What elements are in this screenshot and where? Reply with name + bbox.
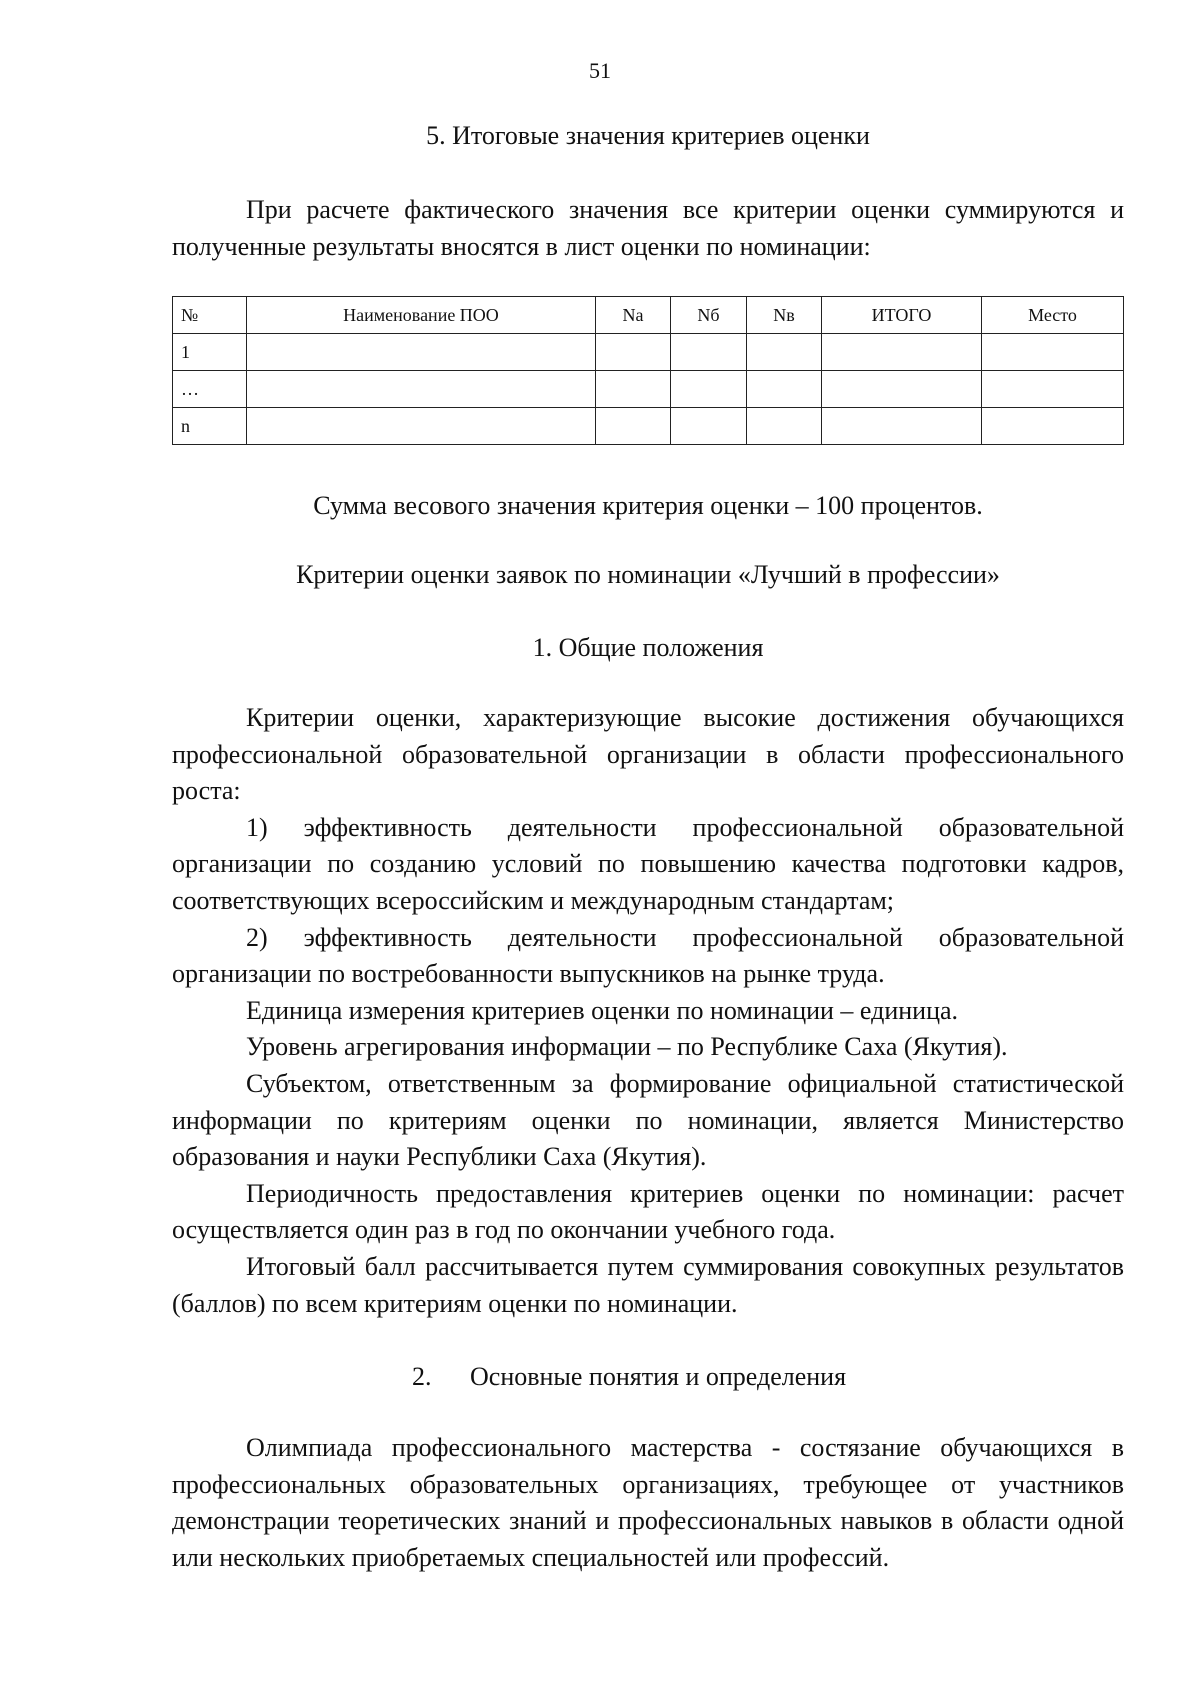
column-header-total: ИТОГО xyxy=(822,297,982,334)
paragraph: Периодичность предоставления критериев оценки по номинации: расчет осуществляется один раз в год по окончании учебного года. xyxy=(172,1178,1124,1245)
paragraph: 2) эффективность деятельности профессиональной образовательной организации по востребованности выпускников на рынке труда. xyxy=(172,922,1124,989)
evaluation-sheet-table xyxy=(172,296,1124,445)
paragraph: Единица измерения критериев оценки по номинации – единица. xyxy=(246,995,959,1025)
section-2-number: 2. xyxy=(412,1362,432,1391)
table-row xyxy=(173,371,1124,408)
table-cell xyxy=(982,334,1124,371)
table-cell xyxy=(822,371,982,408)
table-cell xyxy=(822,334,982,371)
table-cell: n xyxy=(173,408,247,445)
table-cell xyxy=(596,334,671,371)
paragraph: Итоговый балл рассчитывается путем суммирования совокупных результатов (баллов) по всем критериям оценки по номинации. xyxy=(172,1251,1124,1318)
table-cell xyxy=(822,408,982,445)
section-2-paragraph: Олимпиада профессионального мастерства - состязание обучающихся в профессиональных образовательных организациях, требующее от участников демонстрации теоретических знаний и профессиональных навыков в области одной или нескольких приобретаемых специальностей или профессий. xyxy=(172,1433,1124,1572)
table-cell xyxy=(247,371,596,408)
table-header-row xyxy=(173,297,1124,334)
weight-sum-line: Сумма весового значения критерия оценки – 100 процентов. xyxy=(313,491,983,520)
table-cell xyxy=(596,371,671,408)
table-cell xyxy=(247,408,596,445)
paragraph: Уровень агрегирования информации – по Республике Саха (Якутия). xyxy=(246,1032,1008,1062)
table-cell xyxy=(982,408,1124,445)
paragraph: 1) эффективность деятельности профессиональной образовательной организации по созданию условий по повышению качества подготовки кадров, соответствующих всероссийским и международным стандартам; xyxy=(172,812,1124,915)
column-header-nv: Nв xyxy=(747,297,822,334)
table-cell xyxy=(671,408,747,445)
table-cell xyxy=(671,371,747,408)
section-2-title: Основные понятия и определения xyxy=(470,1362,847,1391)
column-header-na: Nа xyxy=(596,297,671,334)
table-cell xyxy=(247,334,596,371)
table-cell: 1 xyxy=(173,334,247,371)
column-header-name: Наименование ПОО xyxy=(247,297,596,334)
table-cell: … xyxy=(173,371,247,408)
page-number: 51 xyxy=(589,58,611,83)
paragraph: Субъектом, ответственным за формирование официальной статистической информации по критериям оценки по номинации, является Министерство образования и науки Республики Саха (Якутия). xyxy=(172,1068,1124,1172)
table-cell xyxy=(982,371,1124,408)
table-row xyxy=(173,334,1124,371)
table-cell xyxy=(747,334,822,371)
paragraph: Критерии оценки, характеризующие высокие достижения обучающихся профессиональной образовательной организации в области профессионального роста: xyxy=(172,703,1124,806)
section-1-heading: 1. Общие положения xyxy=(532,633,764,662)
section-5-heading: 5. Итоговые значения критериев оценки xyxy=(426,121,870,150)
criteria-title: Критерии оценки заявок по номинации «Лучший в профессии» xyxy=(296,560,1000,589)
column-header-place: Место xyxy=(982,297,1124,334)
table-row xyxy=(173,408,1124,445)
section-1-body xyxy=(172,700,1124,1322)
table-cell xyxy=(596,408,671,445)
table-cell xyxy=(747,371,822,408)
section-5-intro: При расчете фактического значения все критерии оценки суммируются и полученные результаты вносятся в лист оценки по номинации: xyxy=(172,195,1124,261)
table-cell xyxy=(747,408,822,445)
column-header-nb: Nб xyxy=(671,297,747,334)
table-cell xyxy=(671,334,747,371)
column-header-number: № xyxy=(173,297,247,334)
